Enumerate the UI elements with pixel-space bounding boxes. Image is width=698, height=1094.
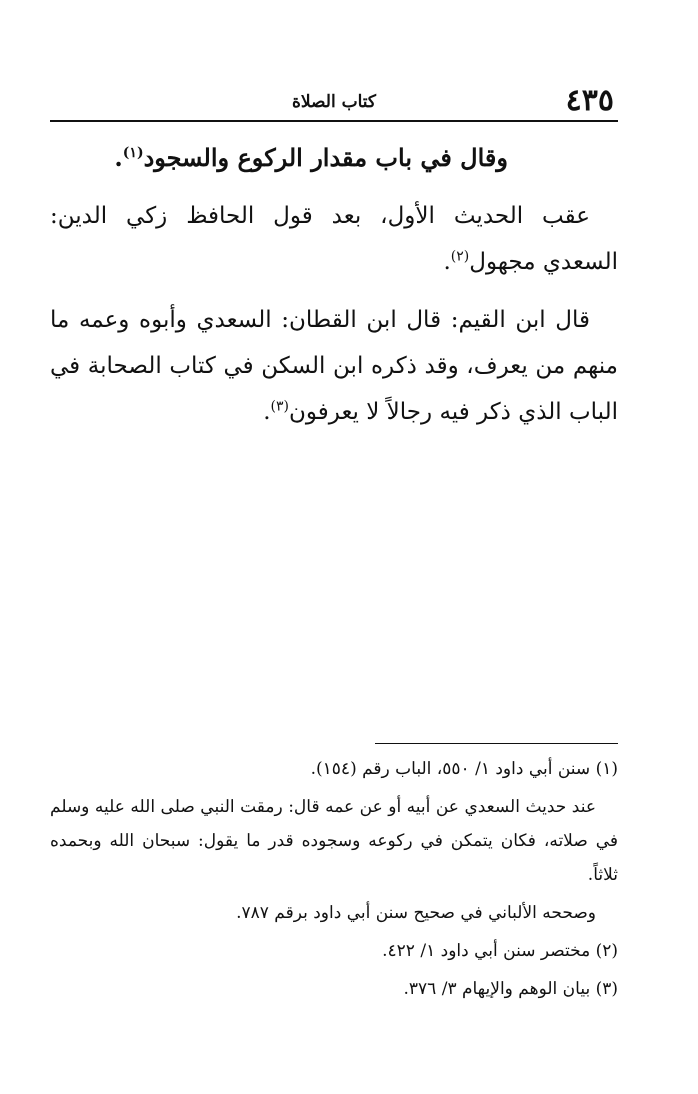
footnotes — [50, 752, 618, 1010]
page-header — [50, 82, 618, 122]
footnote-ref-3: (٣) — [270, 398, 289, 415]
main-text — [50, 135, 618, 447]
paragraph-2 — [50, 193, 618, 285]
paragraph-2-text: عقب الحديث الأول، بعد قول الحافظ زكي الدين: السعدي مجهول — [50, 203, 618, 275]
paragraph-1-end: . — [114, 143, 123, 172]
footnote-ref-2: (٢) — [450, 248, 470, 265]
footnote-3: (٣) بيان الوهم والإيهام ٣/ ٣٧٦. — [403, 979, 618, 999]
paragraph-2-end: . — [443, 249, 451, 275]
footnote-separator — [375, 743, 618, 744]
footnote-1-detail: عند حديث السعدي عن أبيه أو عن عمه قال: رمقت النبي صلى الله عليه وسلم في صلاته، فكان يتمكن في ركوعه وسجوده قدر ما يقول: سبحان الله وبحمده ثلاثاً. — [50, 797, 618, 885]
paragraph-3-end: . — [263, 399, 271, 425]
paragraph-3 — [50, 297, 618, 435]
running-title: كتاب الصلاة — [291, 92, 377, 112]
footnote-1: (١) سنن أبي داود ١/ ٥٥٠، الباب رقم (١٥٤). — [310, 759, 618, 779]
footnote-2: (٢) مختصر سنن أبي داود ١/ ٤٢٢. — [382, 941, 618, 961]
paragraph-1 — [50, 135, 618, 181]
paragraph-1-text: وقال في باب مقدار الركوع والسجود — [143, 143, 508, 172]
page-number: ٤٣٥ — [565, 83, 614, 118]
paragraph-3-text: قال ابن القيم: قال ابن القطان: السعدي وأبوه وعمه ما منهم من يعرف، وقد ذكره ابن السكن في كتاب الصحابة في الباب الذي ذكر فيه رجالاً لا يعرفون — [50, 307, 618, 425]
footnote-ref-1: (١) — [122, 145, 144, 161]
footnote-1-grading: وصححه الألباني في صحيح سنن أبي داود برقم ٧٨٧. — [236, 903, 596, 923]
